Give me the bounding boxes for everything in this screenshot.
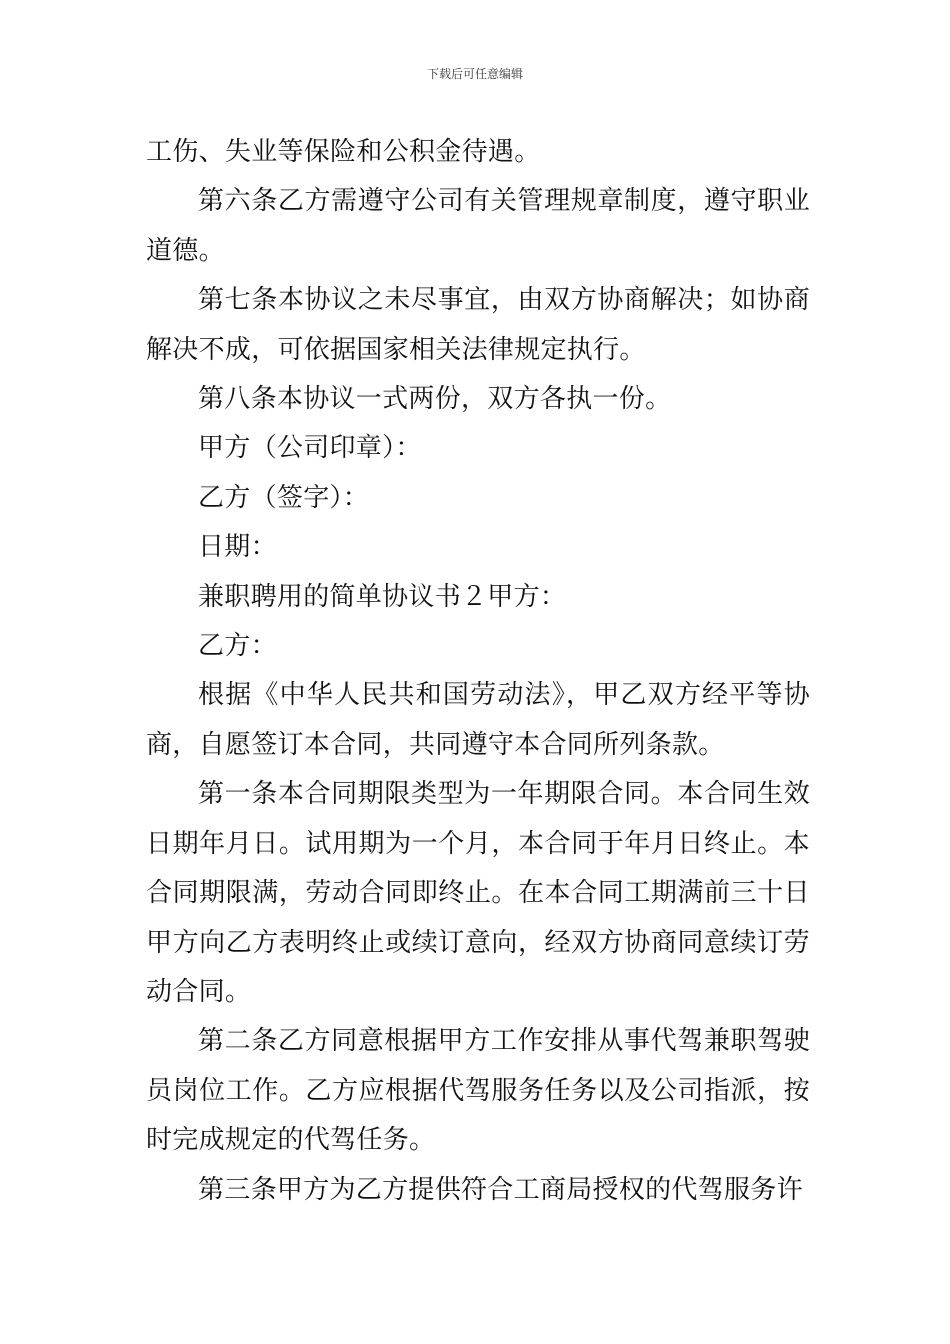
paragraph-article-7: 第七条本协议之未尽事宜，由双方协商解决；如协商解决不成，可依据国家相关法律规定执行。 [146, 285, 810, 365]
paragraph-article-8: 第八条本协议一式两份，双方各执一份。 [198, 384, 672, 415]
document-body [146, 128, 810, 1215]
agreement-2-party-b: 乙方： [198, 631, 277, 662]
page-header: 下载后可任意编辑 [426, 67, 523, 81]
signature-party-b: 乙方（签字）： [198, 482, 370, 513]
signature-party-a: 甲方（公司印章）： [198, 433, 422, 464]
paragraph-article-6: 第六条乙方需遵守公司有关管理规章制度，遵守职业道德。 [146, 186, 810, 266]
paragraph-insurance-continuation: 工伤、失业等保险和公积金待遇。 [146, 137, 541, 167]
signature-date: 日期： [198, 532, 277, 563]
paragraph-article-2: 第二条乙方同意根据甲方工作安排从事代驾兼职驾驶员岗位工作。乙方应根据代驾服务任务以及公司指派，按时完成规定的代驾任务。 [146, 1026, 810, 1156]
paragraph-article-1: 第一条本合同期限类型为一年期限合同。本合同生效日期年月日。试用期为一个月，本合同于年月日终止。本合同期限满，劳动合同即终止。在本合同工期满前三十日甲方向乙方表明终止或续订意向，经双方协商同意续订劳动合同。 [146, 779, 810, 1007]
paragraph-preamble: 根据《中华人民共和国劳动法》，甲乙双方经平等协商，自愿签订本合同，共同遵守本合同所列条款。 [146, 680, 810, 760]
agreement-2-title-party-a: 兼职聘用的简单协议书２甲方： [198, 581, 567, 612]
paragraph-article-3: 第三条甲方为乙方提供符合工商局授权的代驾服务许 [198, 1174, 803, 1205]
